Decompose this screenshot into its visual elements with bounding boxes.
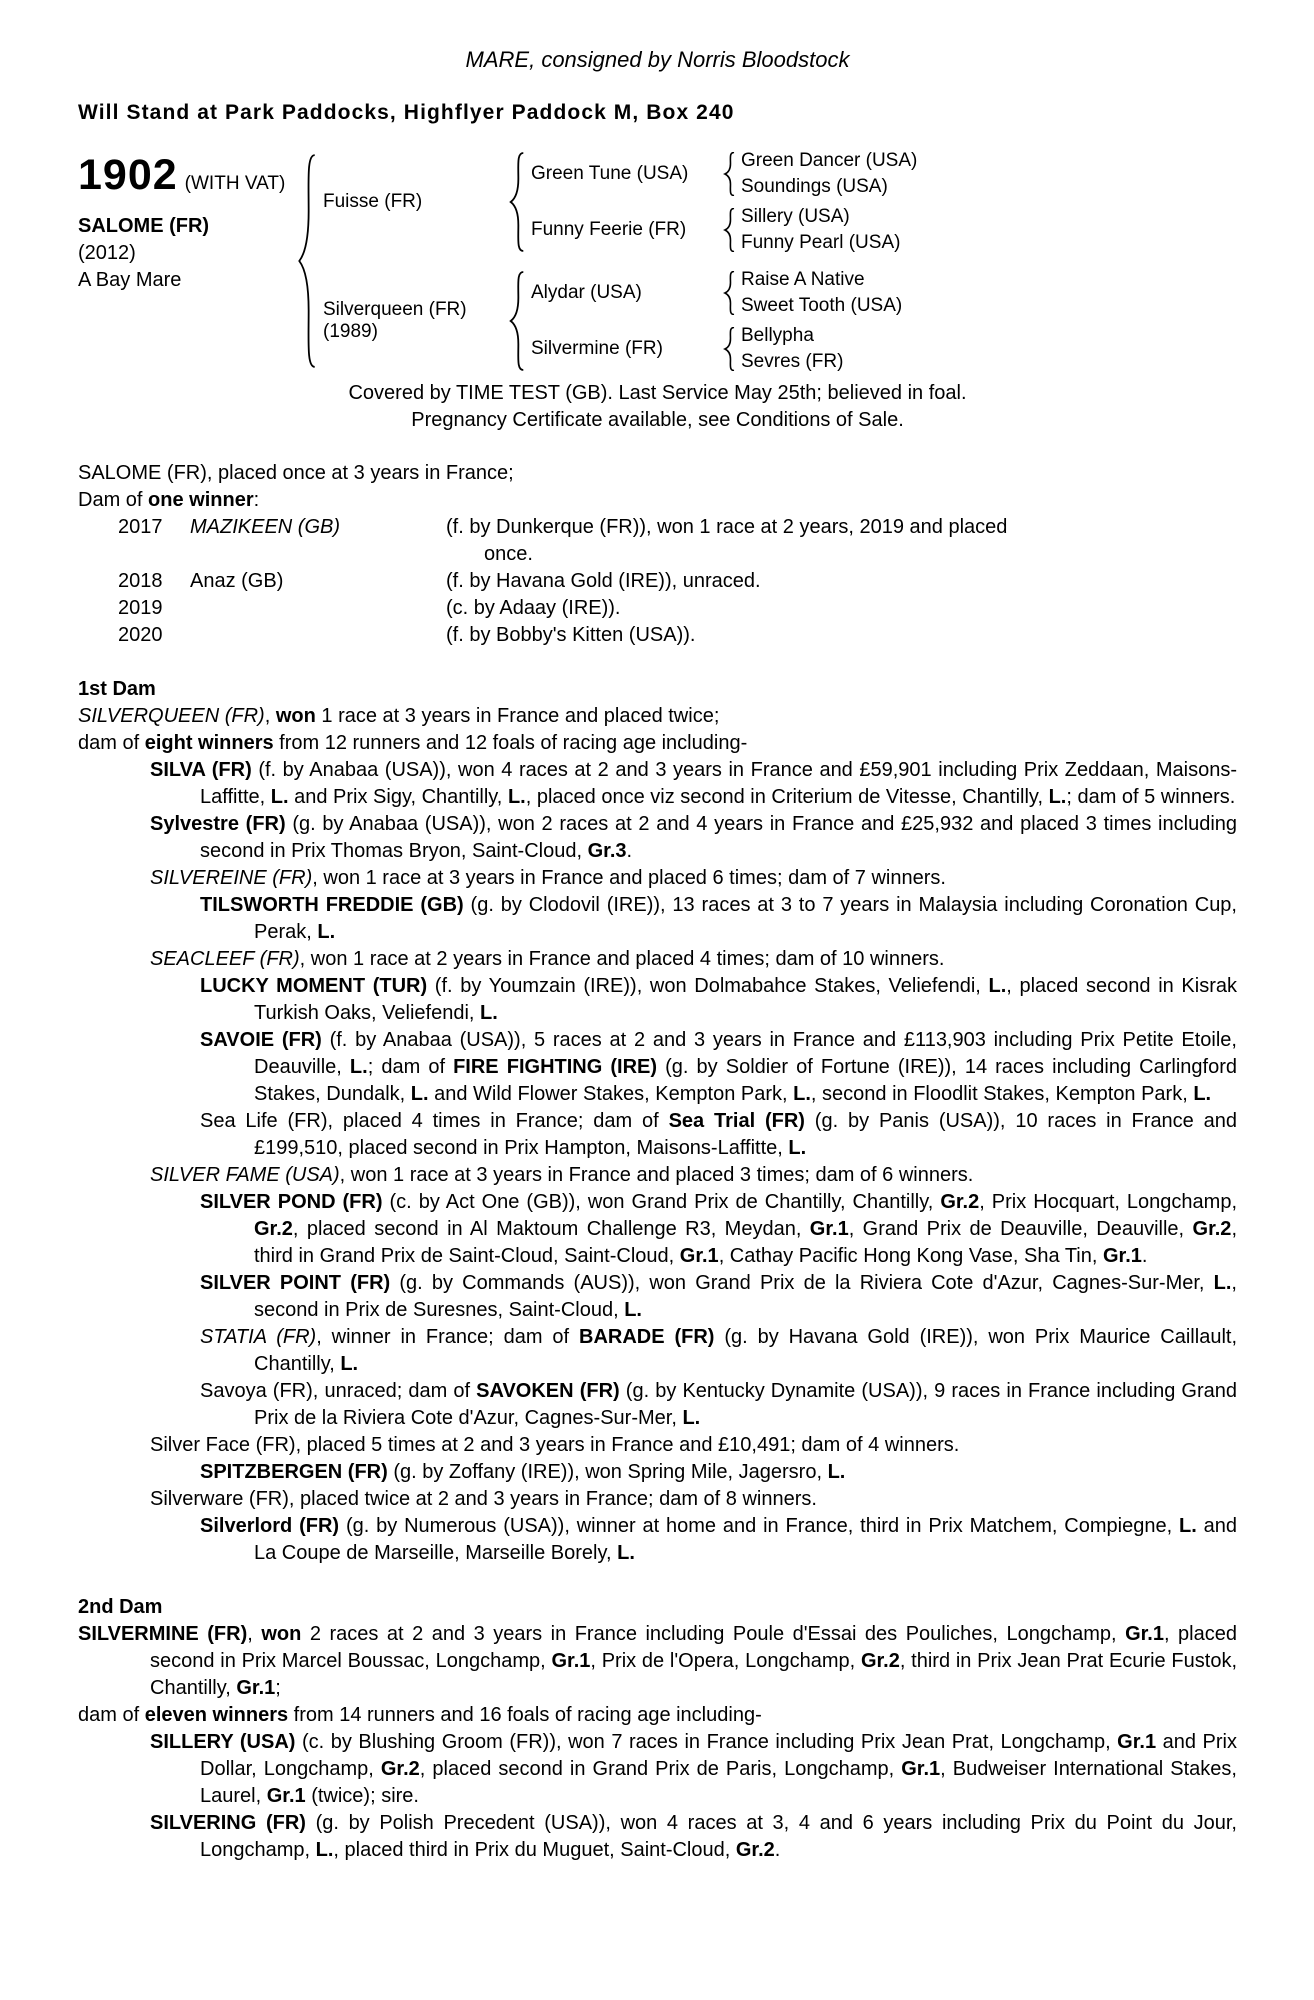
text-segment: , Prix Hocquart, Longchamp, [979, 1191, 1237, 1213]
produce-rows [78, 514, 1237, 649]
text-segment: 1 race at 3 years in France and placed twice; [315, 705, 720, 727]
text-segment: ; [275, 1677, 281, 1699]
text-segment: , Grand Prix de Deauville, Deauville, [848, 1218, 1193, 1240]
text-segment: L. [682, 1407, 701, 1429]
text-segment: eight winners [144, 732, 274, 754]
text-segment: (g. by Numerous (USA)), winner at home and in France, third in Prix Matchem, Compiegne, [339, 1515, 1179, 1537]
pedigree-block [78, 150, 1237, 372]
produce-intro [78, 460, 1237, 514]
stand-location-line: Will Stand at Park Paddocks, Highflyer Paddock M, Box 240 [78, 101, 735, 124]
text-segment: (g. by Anabaa (USA)), won 2 races at 2 and 4 years in France and £25,932 and placed 3 times including second in Prix Thomas Bryon, Saint-Cloud, [200, 813, 1238, 862]
text-segment: , placed once viz second in Criterium de Vitesse, Chantilly, [525, 786, 1049, 808]
produce-year: 2017 [118, 516, 163, 538]
covered-line: Covered by TIME TEST (GB). Last Service May 25th; believed in foal. [348, 382, 967, 404]
text-segment: L. [1213, 1272, 1232, 1294]
text-segment: SAVOKEN (FR) [476, 1380, 620, 1402]
pedigree-name: Raise A Native [741, 269, 865, 290]
text-segment: (g. by Zoffany (IRE)), won Spring Mile, Jagersro, [387, 1461, 828, 1483]
text-segment: (g. by Panis (USA)), 10 races in France and £199,510, placed second in Prix Hampton, Maisons-Laffitte, [254, 1110, 1238, 1159]
pedigree-year: (1989) [323, 320, 378, 342]
text-segment: Gr.2 [1192, 1218, 1232, 1240]
text-segment: and Wild Flower Stakes, Kempton Park, [428, 1083, 794, 1105]
text-segment: L. [270, 786, 289, 808]
text-segment: , won 1 race at 3 years in France and placed 6 times; dam of 7 winners. [312, 867, 946, 889]
text-segment: , second in Prix de Suresnes, Saint-Cloud, [254, 1272, 1237, 1321]
text-segment: Gr.2 [380, 1758, 420, 1780]
text-segment: , placed second in Kisrak Turkish Oaks, Veliefendi, [254, 975, 1237, 1024]
text-segment: eleven winners [144, 1704, 289, 1726]
text-segment: and Prix Dollar, Longchamp, [200, 1731, 1237, 1780]
text-segment: SILVER POINT (FR) [200, 1272, 391, 1294]
text-segment: L. [827, 1461, 846, 1483]
text-segment: L. [480, 1002, 498, 1024]
produce-intro-line [78, 460, 1237, 487]
text-segment: L. [317, 921, 336, 943]
text-segment: SAVOIE (FR) [200, 1029, 322, 1051]
section-heading: 2nd Dam [78, 1596, 163, 1618]
pedigree-tree [296, 150, 1237, 372]
text-segment: L. [793, 1083, 811, 1105]
text-segment: SILVA (FR) [150, 759, 252, 781]
produce-name [190, 595, 446, 622]
text-segment: , Cathay Pacific Hong Kong Vase, Sha Tin, [718, 1245, 1103, 1267]
text-segment: Sylvestre (FR) [150, 813, 286, 835]
pedigree-paragraph [78, 1162, 1237, 1189]
pedigree-name: Soundings (USA) [741, 175, 888, 197]
text-segment: (twice); sire. [305, 1785, 419, 1807]
pedigree-paragraph [78, 1729, 1237, 1810]
text-segment: Silverlord (FR) [200, 1515, 340, 1537]
mare-name: SALOME (FR) [78, 215, 210, 237]
text-segment: , placed second in Prix Marcel Boussac, Longchamp, [150, 1623, 1237, 1672]
text-segment: . [626, 840, 633, 862]
text-segment: from 14 runners and 16 foals of racing age including- [288, 1704, 762, 1726]
brace-icon [723, 271, 736, 315]
text-segment: SILVERING (FR) [150, 1812, 306, 1834]
text-segment: FIRE FIGHTING (IRE) [453, 1056, 658, 1078]
text-segment: L. [315, 1839, 334, 1861]
text-segment: LUCKY MOMENT (TUR) [200, 975, 428, 997]
produce-row [78, 568, 1237, 595]
text-segment: Sea Life (FR), placed 4 times in France; dam of [200, 1110, 669, 1132]
pedigree-name: Sweet Tooth (USA) [741, 294, 903, 316]
text-segment: Gr.1 [809, 1218, 849, 1240]
text-segment: (c. by Act One (GB)), won Grand Prix de Chantilly, Chantilly, [382, 1191, 941, 1213]
text-segment: , won 1 race at 3 years in France and placed 3 times; dam of 6 winners. [339, 1164, 974, 1186]
text-segment: , placed second in Grand Prix de Paris, Longchamp, [419, 1758, 902, 1780]
pedigree-paragraph [78, 1189, 1237, 1270]
text-segment: . [1141, 1245, 1148, 1267]
text-segment: L. [1178, 1515, 1197, 1537]
text-segment: , [247, 1623, 262, 1645]
text-segment: L. [340, 1353, 359, 1375]
produce-row [78, 622, 1237, 649]
text-segment: L. [349, 1056, 368, 1078]
text-segment: from 12 runners and 12 foals of racing age including- [273, 732, 748, 754]
text-segment: (g. by Soldier of Fortune (IRE)), 14 races including Carlingford Stakes, Dundalk, [254, 1056, 1237, 1105]
text-segment: (g. by Kentucky Dynamite (USA)), 9 races in France including Grand Prix de la Riviera Cote d'Azur, Cagnes-Sur-Mer, [254, 1380, 1238, 1429]
text-segment: Gr.1 [1102, 1245, 1142, 1267]
text-segment: (g. by Havana Gold (IRE)), won Prix Maurice Caillault, Chantilly, [254, 1326, 1237, 1375]
text-segment: ; dam of [367, 1056, 454, 1078]
text-segment: , won 1 race at 2 years in France and placed 4 times; dam of 10 winners. [299, 948, 945, 970]
text-segment: L. [788, 1137, 807, 1159]
produce-detail: (f. by Dunkerque (FR)), won 1 race at 2 years, 2019 and placed once. [446, 516, 1008, 565]
pregnancy-certificate-line: Pregnancy Certificate available, see Conditions of Sale. [411, 409, 904, 431]
text-segment: Savoya (FR), unraced; dam of [200, 1380, 477, 1402]
text-segment: TILSWORTH FREDDIE (GB) [200, 894, 464, 916]
text-segment: dam of [78, 1704, 145, 1726]
text-segment: Silver Face (FR), placed 5 times at 2 and 3 years in France and £10,491; dam of 4 winners. [150, 1434, 960, 1456]
produce-detail: (f. by Havana Gold (IRE)), unraced. [446, 570, 761, 592]
brace-icon [723, 152, 736, 196]
text-segment: , [264, 705, 276, 727]
text-segment: L. [617, 1542, 635, 1564]
dam-branch [323, 269, 917, 372]
text-segment: Gr.2 [860, 1650, 900, 1672]
pedigree-paragraph [78, 730, 1237, 757]
produce-name: MAZIKEEN (GB) [190, 516, 341, 538]
text-segment: L. [1193, 1083, 1212, 1105]
grandsire-branch [531, 150, 917, 197]
text-segment: SPITZBERGEN (FR) [200, 1461, 388, 1483]
pedigree-paragraph [78, 811, 1237, 865]
text-segment: Silverware (FR), placed twice at 2 and 3 years in France; dam of 8 winners. [150, 1488, 817, 1510]
section-heading: 1st Dam [78, 678, 156, 700]
text-segment: Gr.1 [679, 1245, 719, 1267]
pedigree-name: Alydar (USA) [531, 281, 642, 303]
pedigree-paragraph [78, 946, 1237, 973]
dam-section [78, 676, 1237, 1567]
covering-details [78, 380, 1237, 434]
dam-sections [78, 676, 1237, 1864]
text-segment: dam of [78, 732, 145, 754]
text-segment: Gr.1 [266, 1785, 306, 1807]
text-segment: Gr.2 [254, 1218, 293, 1240]
lot-summary [78, 150, 296, 294]
text-segment: 2 races at 2 and 3 years in France including Poule d'Essai des Pouliches, Longchamp, [301, 1623, 1126, 1645]
text-segment: Gr.3 [587, 840, 627, 862]
produce-row [78, 595, 1237, 622]
text-segment: , third in Prix Jean Prat Ecurie Fustok, Chantilly, [150, 1650, 1238, 1699]
sire-name [323, 191, 508, 213]
pedigree-paragraph [78, 1378, 1237, 1432]
text-segment: (g. by Polish Precedent (USA)), won 4 races at 3, 4 and 6 years including Prix du Point du Jour, Longchamp, [200, 1812, 1237, 1861]
text-segment: ; dam of 5 winners. [1066, 786, 1236, 808]
text-segment: (f. by Youmzain (IRE)), won Dolmabahce Stakes, Veliefendi, [427, 975, 989, 997]
text-segment: (f. by Anabaa (USA)), won 4 races at 2 and 3 years in France and £59,901 including Prix Zeddaan, Maisons-Laffitte, [200, 759, 1237, 808]
granddam-branch [531, 206, 917, 253]
produce-name [190, 622, 446, 649]
produce-intro-line [78, 487, 1237, 514]
text-segment: STATIA (FR) [200, 1326, 317, 1348]
brace-icon [723, 327, 736, 371]
text-segment: Gr.1 [551, 1650, 591, 1672]
pedigree-paragraph [78, 892, 1237, 946]
text-segment: SILVER FAME (USA) [150, 1164, 340, 1186]
brace-icon [508, 271, 526, 371]
text-segment: won [275, 705, 316, 727]
pedigree-name: Fuisse (FR) [323, 190, 423, 212]
produce-detail: (f. by Bobby's Kitten (USA)). [446, 624, 696, 646]
pedigree-paragraph [78, 757, 1237, 811]
text-segment: Gr.2 [940, 1191, 980, 1213]
produce-detail: (c. by Adaay (IRE)). [446, 597, 621, 619]
text-segment: SILLERY (USA) [150, 1731, 296, 1753]
pedigree-paragraph [78, 1324, 1237, 1378]
text-segment: SILVERQUEEN (FR) [78, 705, 265, 727]
text-segment: one winner [148, 489, 254, 511]
pedigree-paragraph [78, 1459, 1237, 1486]
produce-year: 2020 [118, 624, 163, 646]
produce-year: 2019 [118, 597, 163, 619]
text-segment: , second in Floodlit Stakes, Kempton Park, [810, 1083, 1194, 1105]
mare-description: A Bay Mare [78, 269, 182, 291]
text-segment: SILVERMINE (FR) [78, 1623, 248, 1645]
text-segment: L. [624, 1299, 642, 1321]
text-segment: , third in Grand Prix de Saint-Cloud, Saint-Cloud, [254, 1218, 1237, 1267]
produce-year: 2018 [118, 570, 163, 592]
pedigree-paragraph [78, 1486, 1237, 1513]
text-segment: , winner in France; dam of [316, 1326, 579, 1348]
pedigree-name: Silvermine (FR) [531, 337, 663, 359]
text-segment: (f. by Anabaa (USA)), 5 races at 2 and 3 years in France and £113,903 including Prix Petite Etoile, Deauville, [254, 1029, 1237, 1078]
pedigree-name: Bellypha [741, 325, 814, 346]
brace-icon [723, 208, 736, 252]
brace-icon [508, 152, 526, 252]
text-segment: Gr.1 [236, 1677, 276, 1699]
text-segment: BARADE (FR) [579, 1326, 715, 1348]
text-segment: SILVER POND (FR) [200, 1191, 383, 1213]
pedigree-paragraph [78, 1513, 1237, 1567]
pedigree-name: Sevres (FR) [741, 350, 844, 372]
produce-name: Anaz (GB) [190, 570, 284, 592]
pedigree-name: Funny Feerie (FR) [531, 218, 687, 240]
dam-name [323, 299, 508, 342]
pedigree-name: Sillery (USA) [741, 206, 850, 227]
text-segment: Gr.1 [901, 1758, 941, 1780]
pedigree-name: Funny Pearl (USA) [741, 231, 901, 253]
vat-label: (WITH VAT) [184, 173, 286, 194]
produce-record [78, 460, 1237, 649]
pedigree-paragraph [78, 1108, 1237, 1162]
text-segment: , placed second in Al Maktoum Challenge R3, Meydan, [292, 1218, 810, 1240]
consignor-line: MARE, consigned by Norris Bloodstock [465, 47, 850, 72]
text-segment: SALOME (FR), placed once at 3 years in France; [78, 462, 514, 484]
text-segment: (g. by Commands (AUS)), won Grand Prix de la Riviera Cote d'Azur, Cagnes-Sur-Mer, [390, 1272, 1214, 1294]
text-segment: and Prix Sigy, Chantilly, [288, 786, 508, 808]
pedigree-paragraph [78, 703, 1237, 730]
text-segment: SEACLEEF (FR) [150, 948, 300, 970]
lot-line [78, 151, 296, 199]
pedigree-paragraph [78, 1027, 1237, 1108]
pedigree-paragraph [78, 973, 1237, 1027]
pedigree-paragraph [78, 1810, 1237, 1864]
pedigree-name: Silverqueen (FR) [323, 299, 467, 320]
text-segment: Sea Trial (FR) [668, 1110, 805, 1132]
pedigree-name: Green Dancer (USA) [741, 150, 918, 171]
pedigree-name: Green Tune (USA) [531, 162, 689, 184]
text-segment: : [253, 489, 260, 511]
pedigree-paragraph [78, 1621, 1237, 1702]
text-segment: , Prix de l'Opera, Longchamp, [590, 1650, 861, 1672]
text-segment: Gr.2 [735, 1839, 775, 1861]
text-segment: L. [507, 786, 526, 808]
text-segment: , placed third in Prix du Muguet, Saint-Cloud, [333, 1839, 736, 1861]
text-segment: L. [988, 975, 1007, 997]
brace-icon [296, 153, 318, 369]
text-segment: won [261, 1623, 302, 1645]
text-segment: L. [410, 1083, 429, 1105]
text-segment: Dam of [78, 489, 149, 511]
sire-branch [323, 150, 917, 253]
text-segment: and La Coupe de Marseille, Marseille Borely, [254, 1515, 1237, 1564]
text-segment: (c. by Blushing Groom (FR)), won 7 races in France including Prix Jean Prat, Longchamp, [295, 1731, 1118, 1753]
pedigree-paragraph [78, 1702, 1237, 1729]
text-segment: . [774, 1839, 781, 1861]
text-segment: Gr.1 [1117, 1731, 1157, 1753]
text-segment: L. [1048, 786, 1067, 808]
pedigree-paragraph [78, 865, 1237, 892]
grandsire-branch [531, 269, 902, 316]
dam-section [78, 1594, 1237, 1864]
mare-foaling-year: (2012) [78, 242, 136, 264]
produce-row [78, 514, 1237, 568]
text-segment: Gr.1 [1125, 1623, 1164, 1645]
text-segment: SILVEREINE (FR) [150, 867, 313, 889]
text-segment: , Budweiser International Stakes, Laurel, [200, 1758, 1237, 1807]
pedigree-paragraph [78, 1270, 1237, 1324]
granddam-branch [531, 325, 902, 372]
pedigree-paragraph [78, 1432, 1237, 1459]
text-segment: (g. by Clodovil (IRE)), 13 races at 3 to 7 years in Malaysia including Coronation Cup, Perak, [254, 894, 1237, 943]
lot-number: 1902 [78, 151, 178, 199]
